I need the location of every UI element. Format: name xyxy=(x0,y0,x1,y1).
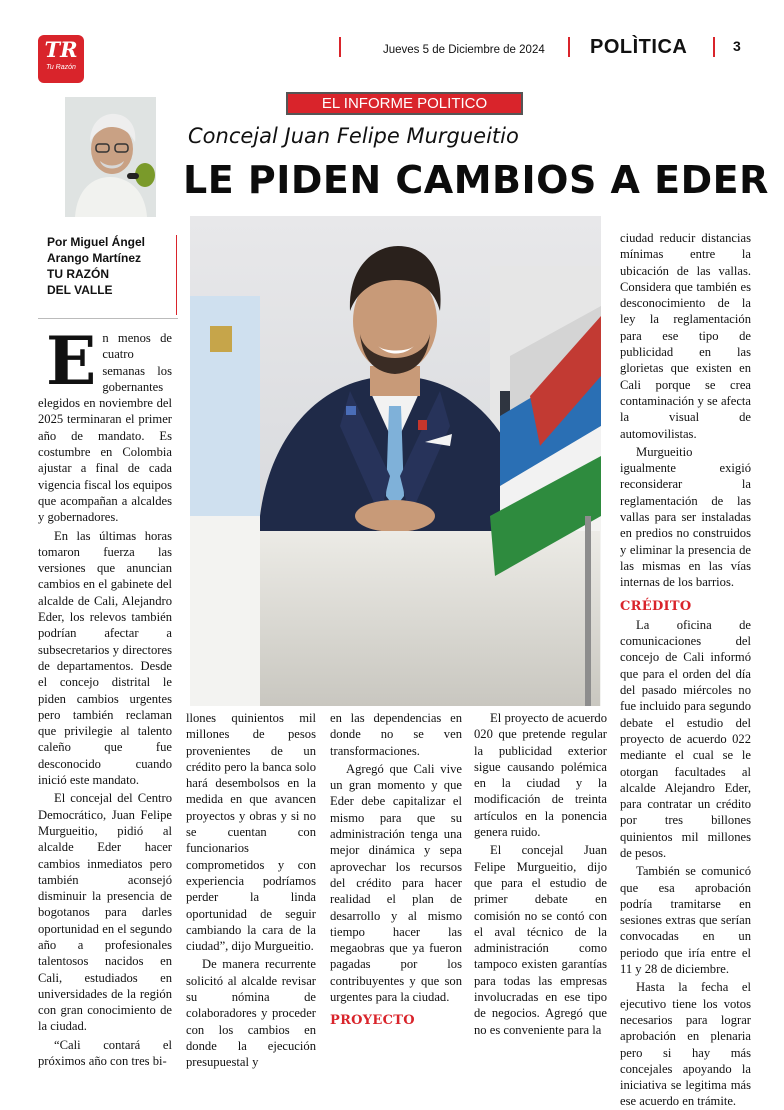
kicker-banner: EL INFORME POLITICO xyxy=(286,92,523,115)
author-photo xyxy=(65,97,156,217)
author-rule xyxy=(38,318,178,319)
paragraph: Hasta la fecha el ejecutivo tiene los votos necesarios para lograr aprobación en plenaria pero si hay más concejales apoyando la iniciativa se legitima más ese acuerdo en trámite. xyxy=(620,980,751,1109)
paragraph: También se comunicó que esa aprobación podría tramitarse en sesiones extras que serían convocadas en un periodo que iría entre el 11 y 28 de diciembre. xyxy=(620,864,751,977)
paragraph: “Cali contará el próximos año con tres bi- xyxy=(38,1037,172,1069)
author-byline xyxy=(47,234,177,298)
paragraph-text: n menos de cuatro semanas los gobernantes elegidos en noviembre del 2025 terminaran el primer año de mandato. Es costumbre en Colombia ajustar a final de cada vigencia fiscal los equipos que acompañan a alcaldes y gobernadores. xyxy=(38,331,172,525)
text-column-1 xyxy=(38,322,172,1069)
paragraph: Agregó que Cali vive un gran momento y que Eder debe capitalizar el mismo para que su administración tenga una mejor dinámica y sepa aprovechar los recursos del crédito para hacer realidad el plan de desarrollo y al mismo tiempo hacer las megaobras que ya fueron pagadas por los contribuyentes y que son urgentes para la ciudad. xyxy=(330,761,462,1005)
article-headline: LE PIDEN CAMBIOS A EDER xyxy=(183,158,769,202)
paragraph: De manera recurrente solicitó al alcalde revisar su nómina de colaboradores y proceder con los cambios en donde la ejecución presupuestal y xyxy=(186,957,316,1070)
paragraph: El proyecto de acuerdo 020 que pretende regular la publicidad exterior sigue causando polémica en la ciudad y la modificación de treinta artículos en la ponencia genera ruido. xyxy=(474,711,607,840)
main-photo xyxy=(190,216,601,706)
text-column-3 xyxy=(330,710,462,1029)
author-divider xyxy=(176,235,177,315)
paragraph: El concejal del Centro Democrático, Juan Felipe Murgueitio, pidió al alcalde Eder hacer cambios inmediatos pero también aconsejó disminuir la presencia de bogotanos para darles oportunidad en el segundo año a profesionales talentosos nacidos en Cali, estudiados en universidades de la región con gran conocimiento de la ciudad. xyxy=(38,791,172,1034)
header-divider xyxy=(339,37,341,57)
article-subtitle: Concejal Juan Felipe Murgueitio xyxy=(188,124,519,148)
section-title: POLÌTICA xyxy=(590,36,688,58)
author-outlet-line2: DEL VALLE xyxy=(47,283,113,297)
page-number: 3 xyxy=(733,38,741,54)
text-column-4 xyxy=(474,710,607,1037)
paragraph: ciudad reducir distancias mínimas entre la ubicación de las vallas. Considera que también es desconocimiento de la ley la reglamentación para ese tipo de publicidad en las glorietas que existen en Cali porque se crea contaminación y se afecta la visual de automovilistas. xyxy=(620,231,751,441)
author-name-line1: Por Miguel Ángel xyxy=(47,235,146,249)
logo-subtitle: Tu Razón xyxy=(46,64,76,71)
author-outlet-line1: TU RAZÓN xyxy=(47,267,109,281)
logo-letters: TR xyxy=(44,37,78,62)
subhead-credito: CRÉDITO xyxy=(620,598,692,614)
drop-cap: E xyxy=(46,322,97,400)
paragraph: llones quinientos mil millones de pesos provenientes de un crédito pero la banca solo hará desembolsos en la medida en que avancen proyectos y obras y si no se cuentan con funcionarios comprometidos y con experiencia podríamos perder la linda oportunidad de seguir cambiando la cara de la ciudad”, dijo Murgueitio. xyxy=(186,711,316,954)
paragraph: En las últimas horas tomaron fuerza las versiones que anuncian cambios en el gabinete del alcalde de Cali, Alejandro Eder, los relevos también podrían afectar a subsecretarios y directores de departamentos. Desde el concejo distrital le piden cambios urgentes pero también reclaman que privilegie al talento caleño que fue desconocido cuando inició este mandato. xyxy=(38,528,172,788)
text-column-2 xyxy=(186,710,316,1070)
paragraph: El concejal Juan Felipe Murgueitio, dijo que para el estudio de primer debate en comisión no se contó con el aval técnico de la administración como tampoco existen garantías para todas las empresas involucradas en ese tipo de negocios. Agregó que no es conveniente para la xyxy=(474,843,607,1037)
paragraph xyxy=(38,322,172,526)
paragraph: Murgueitio igualmente exigió reconsiderar la reglamentación de las vallas para ser instaladas en predios no construidos y eliminar la presencia de las mismas en las vías internas de los barrios. xyxy=(620,444,751,590)
newspaper-logo xyxy=(38,35,84,83)
issue-date: Jueves 5 de Diciembre de 2024 xyxy=(383,44,545,56)
paragraph: La oficina de comunicaciones del concejo de Cali informó que para el orden del día del pasado miércoles no fue incluido para segundo debate el estudio del proyecto de acuerdo 022 mediante el cual se le otorgan facultades al alcalde Alejandro Eder, para contratar un crédito por tres billones quinientos mil millones de pesos. xyxy=(620,617,751,860)
subhead-proyecto: PROYECTO xyxy=(330,1013,415,1029)
header-divider xyxy=(568,37,570,57)
text-column-5 xyxy=(620,230,751,1109)
paragraph: en las dependencias en donde no se ven transformaciones. xyxy=(330,711,462,758)
author-name-line2: Arango Martínez xyxy=(47,251,142,265)
header-divider xyxy=(713,37,715,57)
